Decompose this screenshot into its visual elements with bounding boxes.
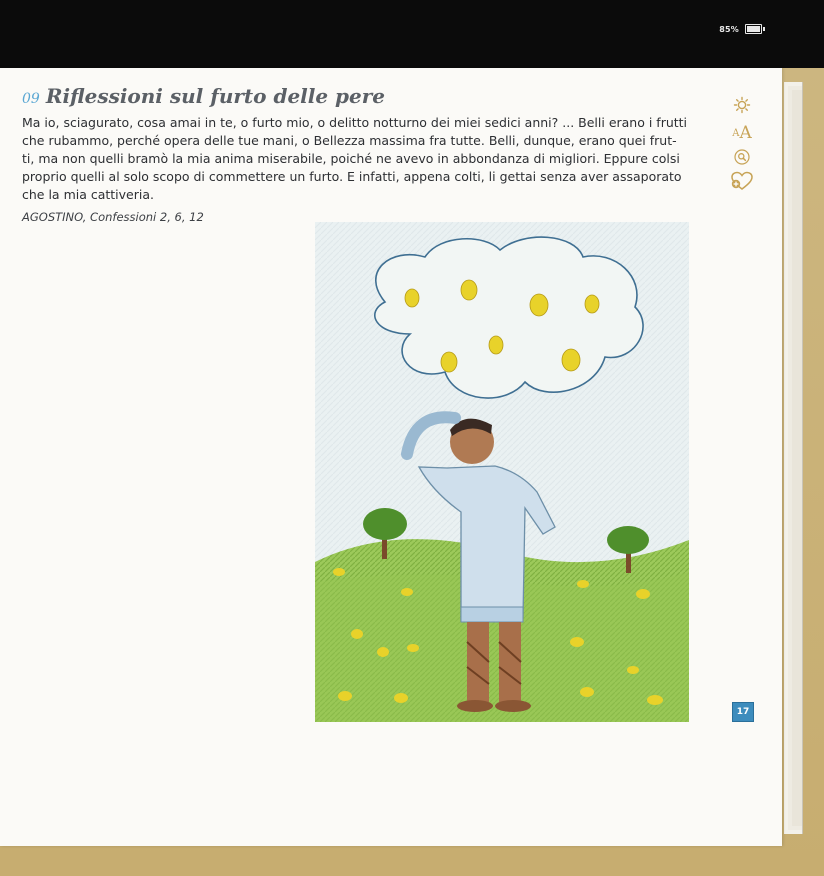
sun-icon-graphic xyxy=(733,96,751,114)
pear-icon xyxy=(585,295,599,313)
pear-icon xyxy=(441,352,457,372)
pear-icon xyxy=(394,693,408,703)
pear-icon xyxy=(407,644,419,652)
heart-plus-icon[interactable] xyxy=(730,170,754,192)
pear-icon xyxy=(377,647,389,657)
status-bar xyxy=(719,24,762,34)
body-line: proprio quelli al solo scopo di commettere un furto. E infatti, appena colti, li gettai senza aver assaporato xyxy=(22,169,682,184)
pear-icon xyxy=(489,336,503,354)
pear-icon xyxy=(570,637,584,647)
font-small-glyph: A xyxy=(732,127,740,139)
pear-icon xyxy=(636,589,650,599)
pear-icon xyxy=(461,280,477,300)
pear-icon xyxy=(562,349,580,371)
section-header xyxy=(22,84,385,108)
illustration xyxy=(315,222,689,722)
body-text xyxy=(22,114,694,204)
page-number-badge[interactable]: 17 xyxy=(732,702,754,722)
pear-icon xyxy=(580,687,594,697)
pear-icon xyxy=(338,691,352,701)
section-title: Riflessioni sul furto delle pere xyxy=(45,84,386,108)
citation: AGOSTINO, Confessioni 2, 6, 12 xyxy=(22,210,204,224)
pear-icon xyxy=(647,695,663,705)
pear-icon xyxy=(333,568,345,576)
sun-icon[interactable] xyxy=(730,94,754,116)
pear-icon xyxy=(627,666,639,674)
device-bezel xyxy=(0,0,824,68)
section-number: 09 xyxy=(22,91,40,107)
pear-icon xyxy=(401,588,413,596)
heart-plus-icon-graphic xyxy=(730,171,754,191)
pear-icon xyxy=(405,289,419,307)
pear-icon xyxy=(577,580,589,588)
font-large-glyph: A xyxy=(739,123,752,143)
magnifier-icon-graphic xyxy=(733,148,751,166)
magnifier-icon[interactable] xyxy=(730,146,754,168)
font-size-icon[interactable] xyxy=(730,122,754,144)
body-line: Ma io, sciagurato, cosa amai in te, o furto mio, o delitto notturno dei miei sedici anni? ... Belli erano i frutti xyxy=(22,115,688,130)
pear-icon xyxy=(530,294,548,316)
battery-icon xyxy=(745,24,762,34)
battery-percent: 85% xyxy=(719,24,739,34)
body-line: che rubammo, perché opera delle tue mani, o Bellezza massima fra tutte. Belli, dunque, erano quei frut- xyxy=(22,133,677,148)
page-edge xyxy=(792,90,803,826)
body-line: ti, ma non quelli bramò la mia anima miserabile, poiché ne avevo in abbondanza di migliori. Eppure colsi xyxy=(22,151,680,166)
pear-icon xyxy=(351,629,363,639)
body-line: che la mia cattiveria. xyxy=(22,187,154,202)
